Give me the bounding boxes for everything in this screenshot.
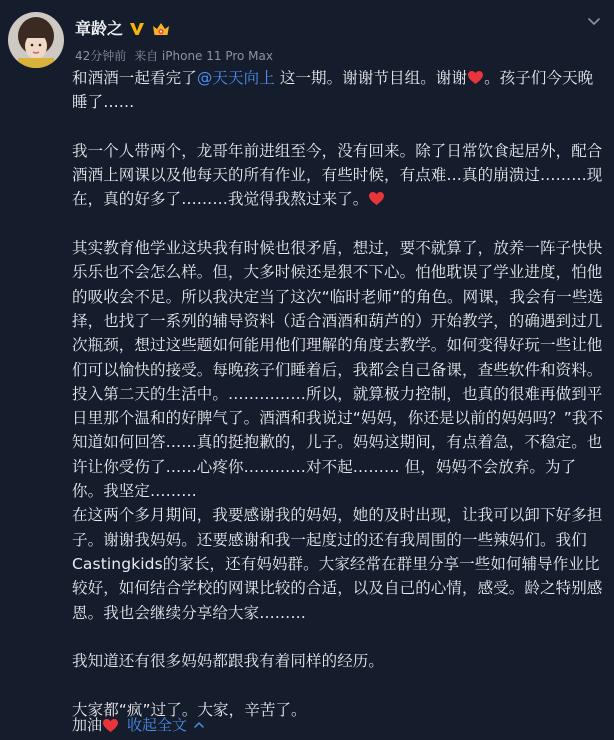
heart-icon [102,718,119,733]
paragraph-6: 大家都“疯”过了。大家，辛苦了。 [72,700,307,719]
collapse-label: 收起全文 [127,716,188,734]
mention-link[interactable]: @天天向上 [196,69,275,87]
post-source: 来自 iPhone 11 Pro Max [134,49,273,63]
username[interactable]: 章龄之 [75,19,124,38]
vip-crown-icon[interactable] [151,20,171,38]
paragraph-1 [72,66,604,115]
post-meta [75,48,273,64]
post-content [72,66,604,722]
paragraph-5: 我知道还有很多妈妈都跟我有着同样的经历。 [72,652,385,671]
paragraph-1-tail: 。孩子们今天晚睡了…… [72,69,594,112]
paragraph-3: 其实教育他学业这块我有时候也很矛盾，想过，要不就算了，放养一阵子快快乐乐也不会怎么样。但，大多时候还是狠不下心。怕他耽误了学业进度，怕他的吸收会不足。所以我决定当了这次“临时老师”的角色。网课，我会有一些选择，也找了一系列的辅导资料（适合酒酒和葫芦的）开始教学，的确遇到过几次瓶颈，想过这些题如何能用他们理解的角度去教学。如何变得好玩一些让他们可以愉快的接受。每晚孩子们睡着后，我都会自己备课，查些软件和资料。投入第二天的生活中。……………所以，就算极力控制，也真的很难再做到平日里那个温和的好脾气了。酒酒和我说过“妈妈，你还是以前的妈妈吗？”我不知道如何回答……真的挺抱歉的，儿子。妈妈这期间，有点着急，不稳定。也许让你受伤了……心疼你…………对不起……… 但，妈妈不会放弃。为了你。我坚定……… [72,239,604,501]
paragraph-2 [72,139,604,212]
chevron-down-icon[interactable] [586,14,602,30]
paragraph-1-lead: 和酒酒一起看完了 [72,69,197,87]
avatar[interactable] [8,12,64,68]
paragraph-1-rest: 这一期。谢谢节目组。谢谢 [274,69,468,87]
heart-icon [368,191,385,206]
username-row [75,18,171,40]
post-time[interactable]: 42分钟前 [75,49,127,63]
verified-v-icon [129,21,145,37]
chevron-up-icon [193,719,205,731]
collapse-button[interactable] [127,714,205,736]
heart-icon [467,70,484,85]
paragraph-2-text: 我一个人带两个，龙哥年前进组至今，没有回来。除了日常饮食起居外，配合酒酒上网课以及他每天的所有作业，有些时候，有点难…真的崩溃过………现在，真的好多了………我觉得我熬过来了。 [72,141,603,209]
paragraph-4: 在这两个多月期间，我要感谢我的妈妈，她的及时出现，让我可以卸下好多担子。谢谢我妈妈。还要感谢和我一起度过的还有我周围的一些辣妈们。我们Castingkids的家长，还有妈妈群。大家经常在群里分享一些如何辅导作业比较好，如何结合学校的网课比较的合适，以及自己的心情，感受。龄之特别感恩。我也会继续分享给大家……… [72,506,603,622]
avatar-image [8,12,64,68]
footer-text: 加油 [72,716,103,734]
post-footer [72,714,205,736]
